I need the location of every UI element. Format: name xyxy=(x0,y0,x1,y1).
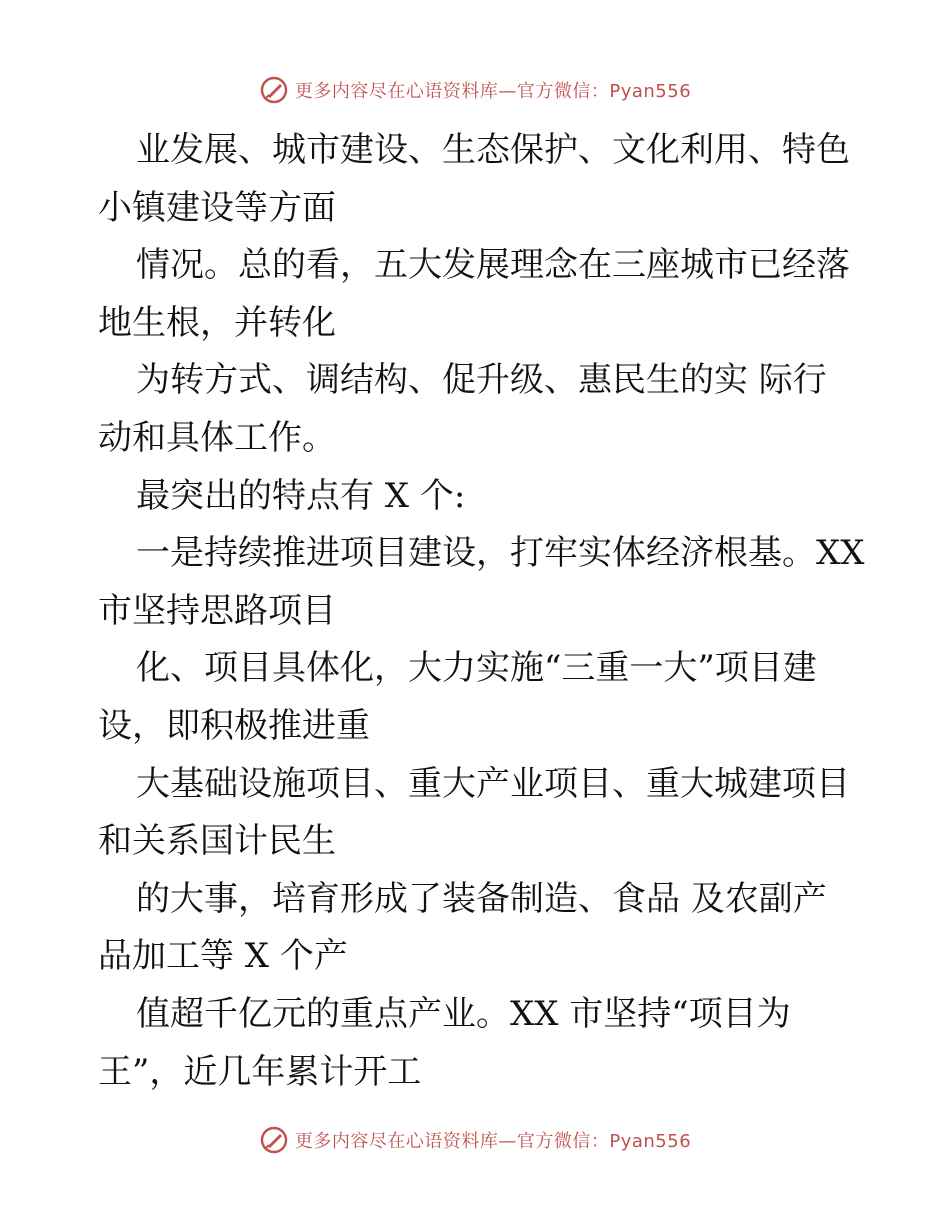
banner-text: 更多内容尽在心语资料库—官方微信：Pyan556 xyxy=(294,1131,692,1152)
text-line: 值超千亿元的重点产业。XX 市坚持“项目为 xyxy=(136,993,791,1034)
text-line: 情况。总的看，五大发展理念在三座城市已经落 xyxy=(136,245,850,286)
text-line: 和关系国计民生 xyxy=(98,821,336,862)
paragraph xyxy=(98,871,858,986)
text-line: 大基础设施项目、重大产业项目、重大城建项目 xyxy=(136,763,850,804)
text-line: 王”，近几年累计开工 xyxy=(98,1051,422,1092)
text-line: 设，即积极推进重 xyxy=(98,705,370,746)
banner-text: 更多内容尽在心语资料库—官方微信：Pyan556 xyxy=(294,81,692,102)
paragraph xyxy=(98,640,858,755)
quill-seal-icon xyxy=(259,75,289,105)
paragraph xyxy=(98,986,858,1101)
text-line: 一是持续推进项目建设，打牢实体经济根基。XX xyxy=(136,533,865,574)
document-body xyxy=(98,122,865,1101)
text-line: 业发展、城市建设、生态保护、文化利用、特色 xyxy=(136,130,850,170)
text-line: 化、项目具体化，大力实施“三重一大”项目建 xyxy=(136,648,817,689)
header-banner xyxy=(0,70,950,110)
text-line: 品加工等 X 个产 xyxy=(98,936,348,977)
paragraph xyxy=(98,237,858,352)
text-line: 市坚持思路项目 xyxy=(98,590,336,631)
footer-banner xyxy=(0,1120,950,1160)
text-line: 最突出的特点有 X 个: xyxy=(136,475,466,516)
text-line: 地生根，并转化 xyxy=(98,302,336,343)
text-line: 为转方式、调结构、促升级、惠民生的实 际行 xyxy=(136,360,827,401)
quill-seal-icon xyxy=(259,1125,289,1155)
paragraph xyxy=(98,122,858,237)
text-line: 小镇建设等方面 xyxy=(98,187,336,228)
paragraph xyxy=(98,352,858,467)
text-line: 的大事，培育形成了装备制造、食品 及农副产 xyxy=(136,878,827,919)
text-line: 动和具体工作。 xyxy=(98,417,336,458)
paragraph xyxy=(98,756,858,871)
paragraph xyxy=(98,525,865,640)
paragraph xyxy=(98,468,858,526)
